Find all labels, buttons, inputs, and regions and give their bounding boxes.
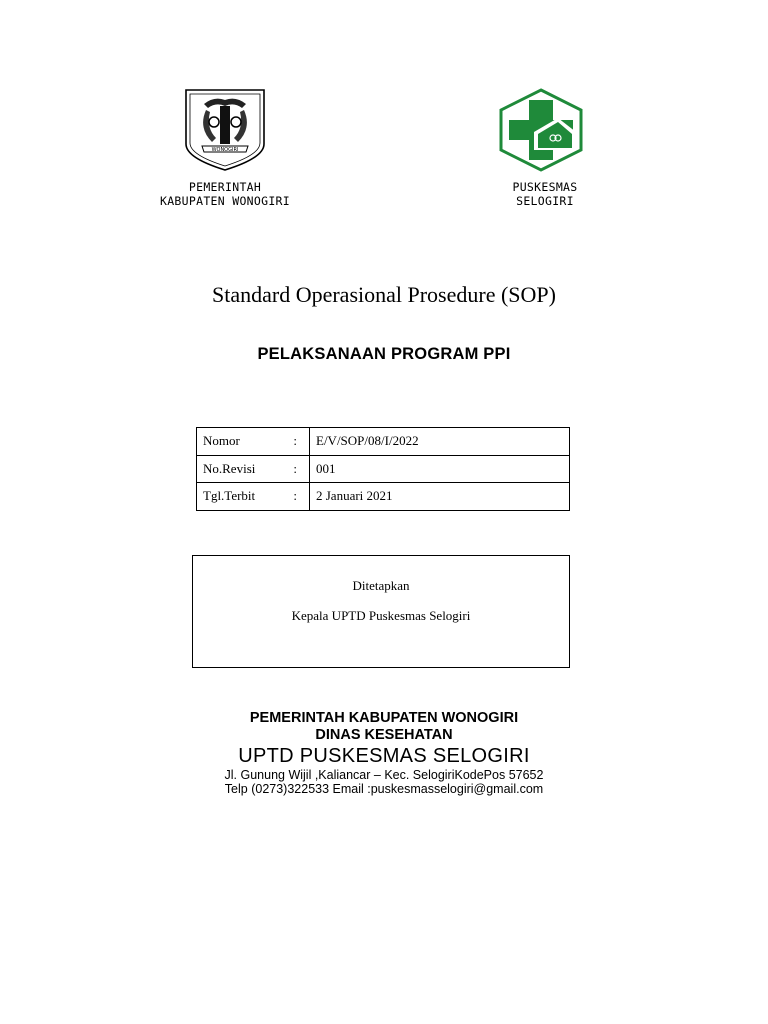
footer-government: PEMERINTAH KABUPATEN WONOGIRI bbox=[249, 710, 519, 726]
footer-institution: UPTD PUSKESMAS SELOGIRI bbox=[238, 745, 530, 767]
row-value: E/V/SOP/08/I/2022 bbox=[310, 428, 570, 456]
document-info-table bbox=[196, 427, 570, 511]
row-label: Nomor bbox=[203, 433, 240, 449]
footer-department: DINAS KESEHATAN bbox=[315, 727, 453, 743]
row-separator: : bbox=[293, 433, 297, 449]
footer-address: Jl. Gunung Wijil ,Kaliancar – Kec. SelogiriKodePos 57652 bbox=[224, 768, 544, 782]
right-organization-name: PUSKESMAS SELOGIRI bbox=[512, 180, 578, 208]
footer-contact: Telp (0273)322533 Email :puskesmasselogiri@gmail.com bbox=[224, 782, 544, 796]
row-separator: : bbox=[293, 460, 297, 476]
puskesmas-cross-icon bbox=[498, 88, 584, 172]
approval-signer: Kepala UPTD Puskesmas Selogiri bbox=[291, 608, 471, 623]
row-value: 001 bbox=[310, 455, 570, 483]
table-row bbox=[197, 483, 570, 511]
approval-box bbox=[192, 555, 570, 668]
svg-text:WONOGIRI: WONOGIRI bbox=[211, 147, 239, 153]
row-label: No.Revisi bbox=[203, 460, 256, 476]
wonogiri-regency-emblem-icon bbox=[184, 88, 266, 172]
document-subtitle: PELAKSANAAN PROGRAM PPI bbox=[257, 345, 511, 363]
approval-label: Ditetapkan bbox=[352, 578, 410, 593]
table-row bbox=[197, 455, 570, 483]
row-separator: : bbox=[293, 488, 297, 504]
row-value: 2 Januari 2021 bbox=[310, 483, 570, 511]
footer-letterhead bbox=[0, 710, 768, 796]
table-row bbox=[197, 428, 570, 456]
row-label: Tgl.Terbit bbox=[203, 488, 256, 504]
left-organization-name: PEMERINTAH KABUPATEN WONOGIRI bbox=[159, 180, 291, 208]
document-title: Standard Operasional Prosedure (SOP) bbox=[212, 282, 556, 307]
